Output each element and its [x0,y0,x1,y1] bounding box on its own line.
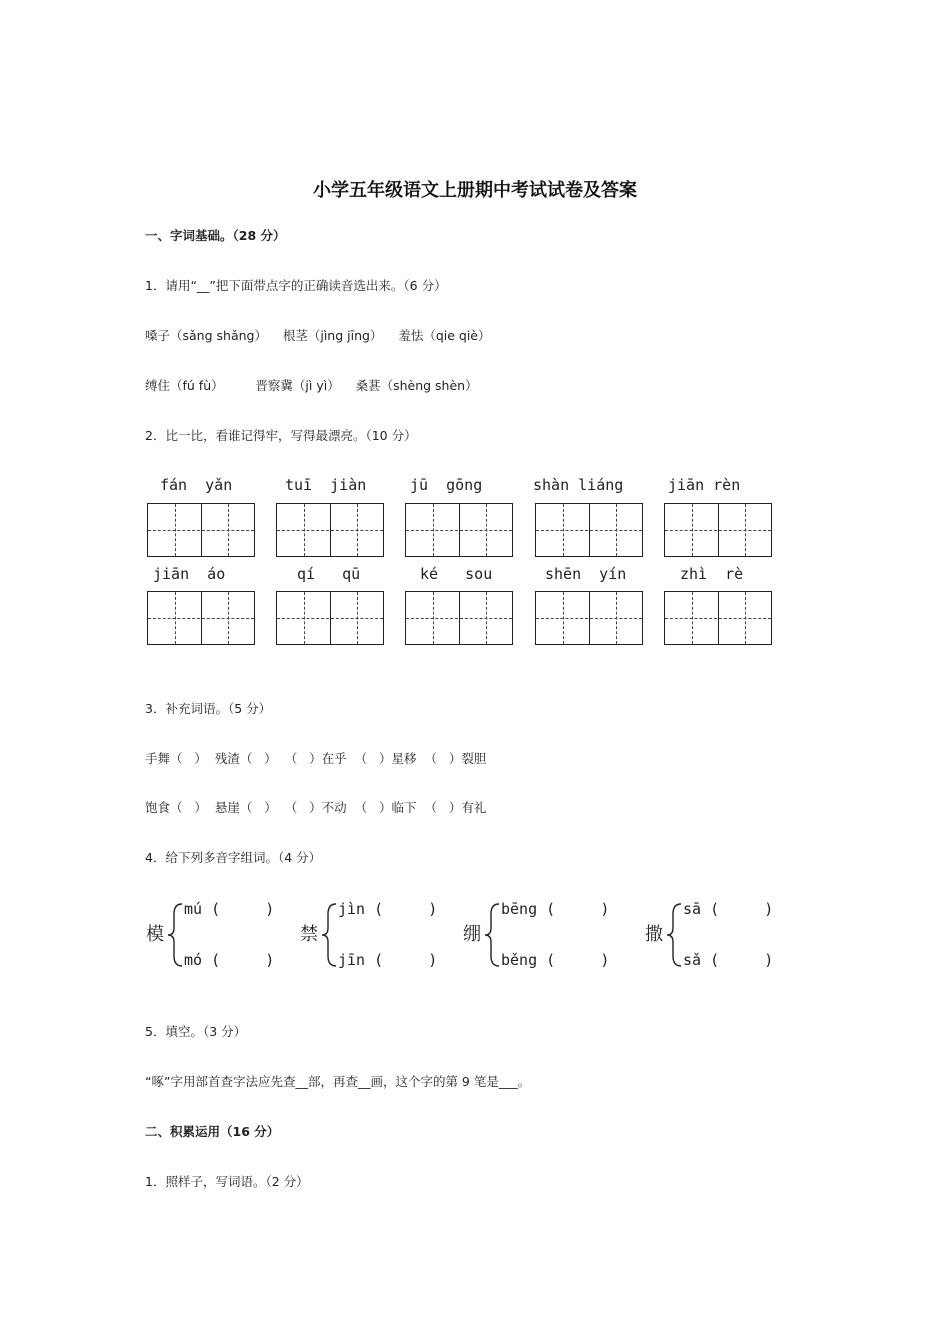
q3-prompt: 3．补充词语。（5 分） [145,701,272,716]
q1-prompt: 1．请用“__”把下面带点字的正确读音选出来。（6 分） [145,278,447,293]
section1-heading: 一、字词基础。（28 分） [145,228,286,243]
brace-icon [483,898,501,973]
q2-prompt: 2．比一比，看谁记得牢，写得最漂亮。（10 分） [145,428,417,443]
writing-box[interactable] [405,503,513,557]
writing-box[interactable] [147,591,255,645]
polyphone-char: 绷 [463,924,481,945]
pinyin-label: ké sou [420,565,493,583]
section2-heading: 二、积累运用（16 分） [145,1124,280,1139]
polyphone-char: 禁 [300,924,318,945]
q3-row1: 手舞（ ） 残渣（ ） （ ）在乎 （ ）星移 （ ）裂胆 [145,751,487,766]
q1-row1: 嗓子（sǎng shǎng） 根茎（jìng jīng） 羞怯（qie qiè） [145,328,491,343]
pinyin-label: jū gōng [410,476,483,494]
brace-icon [665,898,683,973]
polyphone-group [645,898,805,973]
writing-box[interactable] [664,503,772,557]
polyphone-bottom: mó ( ) [184,951,275,969]
pinyin-label: jiān áo [153,565,226,583]
section2-q1-prompt: 1．照样子，写词语。（2 分） [145,1174,309,1189]
pinyin-label: shēn yín [545,565,627,583]
pinyin-label: fán yǎn [160,476,233,494]
q4-prompt: 4．给下列多音字组词。（4 分） [145,850,322,865]
writing-box[interactable] [405,591,513,645]
pinyin-label: jiān rèn [668,476,741,494]
polyphone-top: jìn ( ) [338,900,438,918]
q5-prompt: 5．填空。（3 分） [145,1024,247,1039]
polyphone-group [146,898,306,973]
writing-box[interactable] [276,503,384,557]
q3-row2: 饱食（ ） 悬崖（ ） （ ）不动 （ ）临下 （ ）有礼 [145,800,487,815]
polyphone-group [300,898,460,973]
writing-box[interactable] [535,503,643,557]
writing-box[interactable] [276,591,384,645]
polyphone-top: mú ( ) [184,900,275,918]
pinyin-label: qí qū [297,565,361,583]
writing-box[interactable] [664,591,772,645]
page-title: 小学五年级语文上册期中考试试卷及答案 [313,180,637,201]
brace-icon [166,898,184,973]
brace-icon [320,898,338,973]
q5-text: “啄”字用部首查字法应先查__部，再查__画，这个字的第 9 笔是___。 [145,1074,531,1089]
polyphone-top: bēng ( ) [501,900,610,918]
q1-row2: 缚住（fú fù） 晋察冀（jì yì） 桑葚（shèng shèn） [145,378,478,393]
writing-box[interactable] [535,591,643,645]
polyphone-bottom: běng ( ) [501,951,610,969]
polyphone-bottom: sǎ ( ) [683,951,774,969]
writing-box[interactable] [147,503,255,557]
polyphone-bottom: jīn ( ) [338,951,438,969]
pinyin-label: shàn liáng [533,476,624,494]
polyphone-group [463,898,633,973]
polyphone-top: sā ( ) [683,900,774,918]
polyphone-char: 撒 [645,924,663,945]
pinyin-label: zhì rè [680,565,744,583]
polyphone-char: 模 [146,924,164,945]
pinyin-label: tuī jiàn [285,476,367,494]
